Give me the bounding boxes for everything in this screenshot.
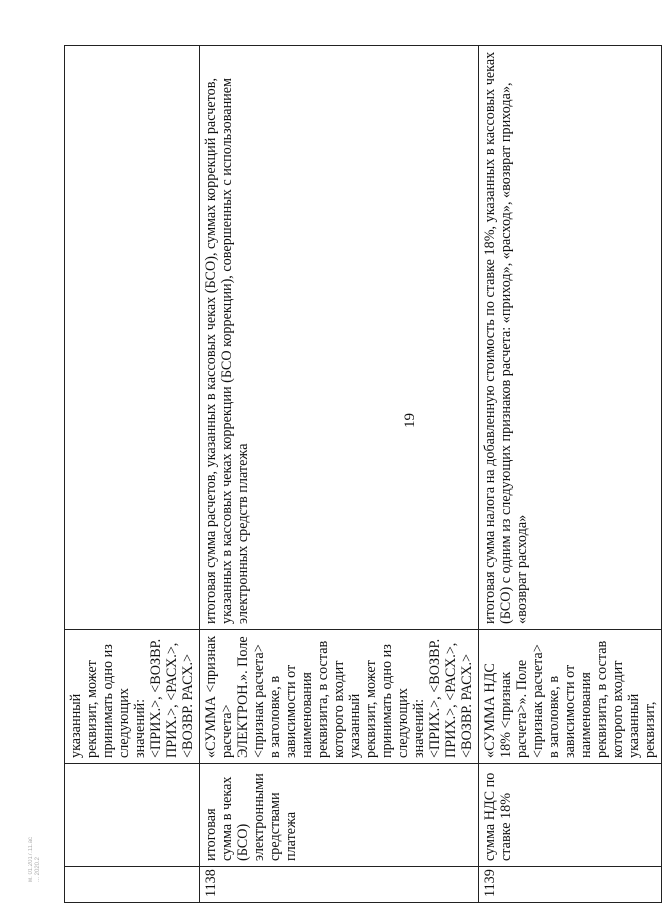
table-row-continuation <box>65 46 200 903</box>
cell-tag <box>65 630 200 764</box>
cell-description: итоговая сумма налога на добавленную стоимость по ставке 18%, указанных в кассовых чеках (БСО) с одним из следующих признаков расчета: «приход», «расход», «возврат прихода», «возврат расхода» <box>479 46 662 630</box>
cell-tag: «СУММА <признак расчета> ЭЛЕКТРОН.». Поле <признак расчета> в заголовке, в зависимости от наименования реквизита, в состав которого входит указанный реквизит, может принимать одно из следующих значений: <ПРИХ.>, <ВОЗВР. ПРИХ.>, <РАСХ.>, <ВОЗВР. РАСХ.> <box>200 630 479 764</box>
cell-description: итоговая сумма расчетов, указанных в кассовых чеках (БСО), суммах коррекций расчетов, указанных в кассовых чеках коррекции (БСО коррекции), совершенных с использованием электронных средств платежа <box>200 46 479 630</box>
cell-name: итоговая сумма в чеках (БСО) электронными средствами платежа <box>200 764 479 867</box>
page-number: 19 <box>402 413 418 428</box>
cell-name <box>65 764 200 867</box>
document-stamp: м. 01.2017.11.ac ... 2020.2 <box>28 836 41 882</box>
cell-num: 1139 <box>479 867 662 903</box>
cell-description <box>65 46 200 630</box>
requisites-table <box>64 45 662 903</box>
cell-name: сумма НДС по ставке 18% <box>479 764 662 867</box>
cell-num <box>65 867 200 903</box>
rotated-table-block <box>64 45 658 903</box>
cell-tag-text: указанный реквизит, может принимать одно из следующих значений: <ПРИХ.>, <ВОЗВР. ПРИХ.>, <РАСХ.>, <ВОЗВР. РАСХ.> <box>68 638 196 758</box>
cell-tag: «СУММА НДС 18% <признак расчета>». Поле <признак расчета> в заголовке, в зависимости от наименования реквизита, в состав которого входит указанный реквизит, <box>479 630 662 764</box>
table-row-1138 <box>200 46 479 903</box>
cell-num: 1138 <box>200 867 479 903</box>
table-row-1139 <box>479 46 662 903</box>
